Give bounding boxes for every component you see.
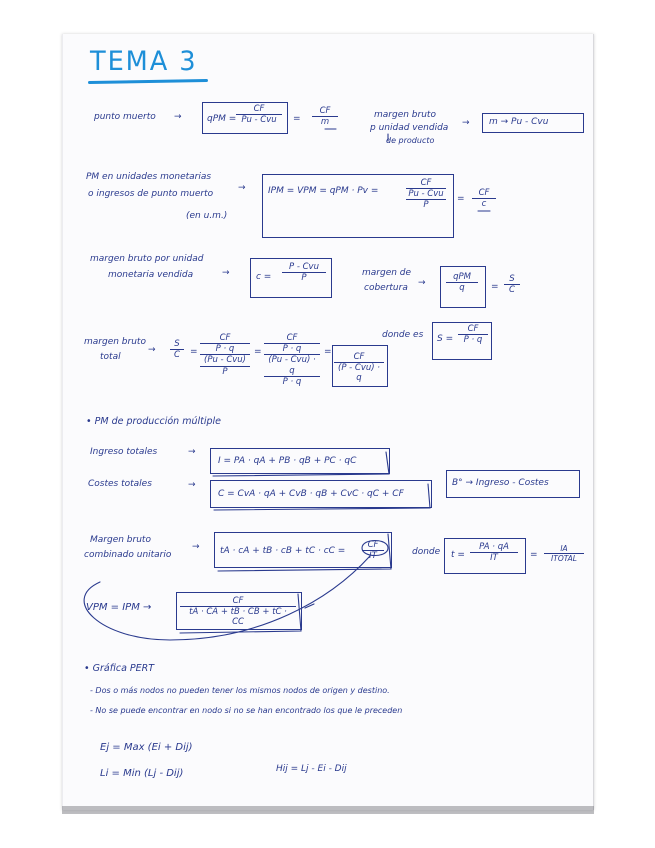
fraction-numerator: CF <box>264 333 320 344</box>
fraction-numerator: CF <box>312 106 338 117</box>
vpm-box-shadow <box>180 594 301 633</box>
ingreso-formula: I = PA · qA + PB · qB + PC · qC <box>218 456 357 466</box>
fraction-denominator: ITOTAL <box>551 554 577 563</box>
fraction-numerator: CF <box>236 104 282 115</box>
mb-unidad-monetaria-label: margen bruto por unidad <box>90 254 204 264</box>
fraction-denominator-2: P · q <box>282 376 302 387</box>
de-producto-label: de producto <box>386 136 435 145</box>
pm-multiple-heading: • PM de producción múltiple <box>86 416 221 427</box>
margen-bruto-label: margen bruto <box>374 110 436 120</box>
fraction-denominator: IT <box>490 553 498 564</box>
fraction-numerator: qPM <box>446 272 478 283</box>
total-label: total <box>100 352 121 362</box>
fraction-denominator: IT <box>369 551 377 562</box>
pert-heading: • Gráfica PERT <box>84 663 155 674</box>
fraction-denominator: q <box>459 283 465 294</box>
fraction-denominator: tA · CA + tB · CB + tC · CC <box>189 607 287 628</box>
fraction-numerator: P - Cvu <box>282 262 326 273</box>
c-lhs: c = <box>256 272 272 282</box>
fraction-denominator: P <box>301 273 307 284</box>
fraction-denominator: Pu - Cvu <box>241 115 277 126</box>
costes-box-shadow <box>214 484 430 510</box>
costes-totales-label: Costes totales <box>88 479 152 489</box>
equals-sign: = <box>293 114 301 124</box>
fraction-denominator: c <box>481 199 487 210</box>
page-title: TEMA 3 <box>90 46 198 77</box>
margen-de-label: margen de <box>362 268 412 278</box>
fraction-denominator: P · q <box>463 335 483 346</box>
arrow: → <box>192 542 200 552</box>
fraction-numerator: CF <box>200 333 250 344</box>
pert-rule-2: - No se puede encontrar en nodo si no se han encontrado los que le preceden <box>90 706 403 715</box>
fraction-numerator: CF <box>362 540 384 551</box>
arrow: → <box>222 268 230 278</box>
fraction-denominator: (Pu - Cvu) <box>200 355 250 366</box>
fraction-numerator: IA <box>544 544 584 554</box>
combinado-formula: tA · cA + tB · cB + tC · cC = <box>220 546 346 556</box>
fraction-numerator: CF <box>180 596 296 607</box>
fraction-denominator: (Pu - Cvu) · q <box>264 355 320 376</box>
fraction-numerator: CF <box>472 188 496 199</box>
fraction-denominator: C <box>174 350 180 361</box>
equals-sign: = <box>457 194 465 204</box>
donde-label: donde <box>412 547 441 557</box>
t-lhs: t = <box>451 550 465 560</box>
margen-formula: m → Pu - Cvu <box>489 117 549 127</box>
fraction-numerator-2: P · q <box>264 344 320 355</box>
fraction-numerator: CF <box>458 324 488 335</box>
monetaria-vendida-label: monetaria vendida <box>108 270 194 280</box>
fraction-numerator-2: P · q <box>200 344 250 355</box>
fraction-middle: Pu - Cvu <box>406 189 446 200</box>
combinado-unitario-label: combinado unitario <box>84 550 172 560</box>
ej-formula: Ej = Max (Ei + Dij) <box>100 742 193 753</box>
fraction-denominator: C <box>509 285 515 296</box>
equals-sign: = <box>324 347 332 357</box>
fraction-numerator: CF <box>406 178 446 189</box>
arrow: → <box>188 447 196 457</box>
equals-sign: = <box>530 550 538 560</box>
pm-um-label: PM en unidades monetarias <box>86 172 212 182</box>
beneficio-formula: B° → Ingreso - Costes <box>452 478 549 488</box>
ingresos-pm-label: o ingresos de punto muerto <box>88 189 214 199</box>
en-um-label: (en u.m.) <box>186 211 228 221</box>
cf-it-circle <box>362 541 388 556</box>
fraction-denominator: m <box>320 117 330 128</box>
fraction-numerator: S <box>504 274 520 285</box>
arrow: → <box>174 112 182 122</box>
ingreso-box-shadow <box>213 452 389 476</box>
arrow: → <box>462 118 470 128</box>
arrow: → <box>418 278 426 288</box>
cobertura-label: cobertura <box>364 283 408 293</box>
fraction-denominator: P <box>423 200 429 211</box>
hij-formula: Hij = Lj - Ei - Dij <box>276 764 347 774</box>
fraction-numerator: S <box>170 339 184 350</box>
arrow: → <box>188 480 196 490</box>
por-unidad-label: p unidad vendida <box>370 123 449 133</box>
mb-total-label: margen bruto <box>84 337 146 347</box>
costes-formula: C = CvA · qA + CvB · qB + CvC · qC + CF <box>218 489 404 499</box>
fraction-denominator: (P - Cvu) · q <box>338 363 380 384</box>
equals-sign: = <box>491 282 499 292</box>
vpm-ipm-lhs: VPM = IPM → <box>86 602 152 613</box>
fraction-denominator-2: P <box>222 366 228 377</box>
fraction-numerator: PA · qA <box>470 542 518 553</box>
qpm-lhs: qPM = <box>207 114 237 124</box>
fraction-numerator: CF <box>334 352 384 363</box>
punto-muerto-label: punto muerto <box>94 112 156 122</box>
arrow: → <box>148 345 156 355</box>
arrow: → <box>238 183 246 193</box>
pert-rule-1: - Dos o más nodos no pueden tener los mismos nodos de origen y destino. <box>90 686 390 695</box>
ingreso-totales-label: Ingreso totales <box>90 447 158 457</box>
equals-sign: = <box>190 347 198 357</box>
li-formula: Li = Min (Lj - Dij) <box>100 768 184 779</box>
equals-sign: = <box>254 347 262 357</box>
s-lhs: S = <box>437 334 454 344</box>
ipm-formula: IPM = VPM = qPM · Pv = <box>268 186 379 196</box>
loop-connector <box>84 556 370 640</box>
donde-es-label: donde es <box>382 330 424 340</box>
mb-combinado-label: Margen bruto <box>90 535 151 545</box>
